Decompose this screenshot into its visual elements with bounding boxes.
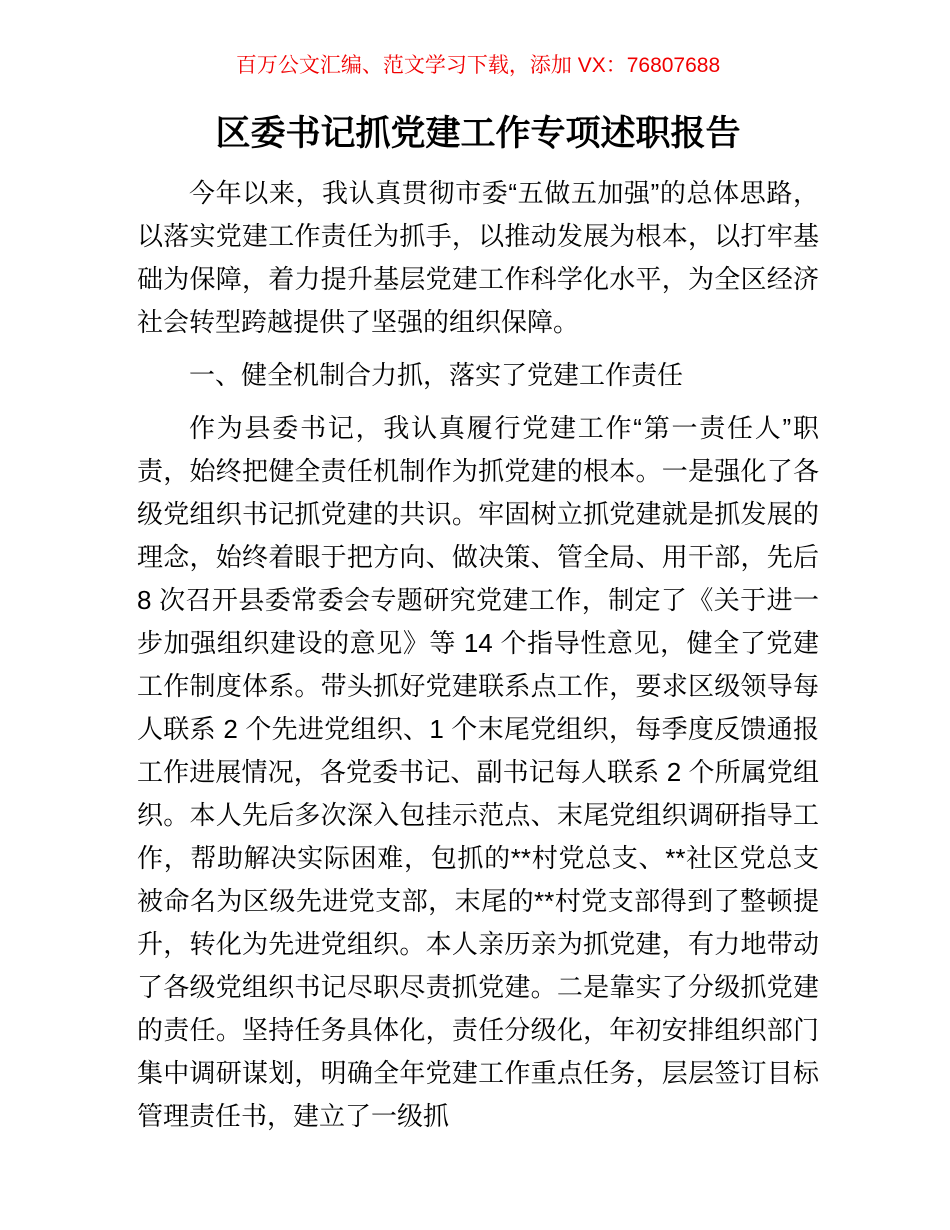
document-title: 区委书记抓党建工作专项述职报告 bbox=[215, 114, 741, 153]
paragraph-section-1-body: 作为县委书记，我认真履行党建工作“第一责任人”职责，始终把健全责任机制作为抓党建的根本。一是强化了各级党组织书记抓党建的共识。牢固树立抓党建就是抓发展的理念，始终着眼于把方向、做决策、管全局、用干部，先后 8 次召开县委常委会专题研究党建工作，制定了《关于进一步加强组织建设的意见》等 14 个指导性意见，健全了党建工作制度体系。带头抓好党建联系点工作，要求区级领导每人联系 2 个先进党组织、1 个末尾党组织，每季度反馈通报工作进展情况，各党委书记、副书记每人联系 2 个所属党组织。本人先后多次深入包挂示范点、末尾党组织调研指导工作，帮助解决实际困难，包抓的**村党总支、**社区党总支被命名为区级先进党支部，末尾的**村党支部得到了整顿提升，转化为先进党组织。本人亲历亲为抓党建，有力地带动了各级党组织书记尽职尽责抓党建。二是靠实了分级抓党建的责任。坚持任务具体化，责任分级化，年初安排组织部门集中调研谋划，明确全年党建工作重点任务，层层签订目标管理责任书，建立了一级抓 bbox=[137, 413, 819, 1131]
paragraph-intro: 今年以来，我认真贯彻市委“五做五加强”的总体思路，以落实党建工作责任为抓手，以推动发展为根本，以打牢基础为保障，着力提升基层党建工作科学化水平，为全区经济社会转型跨越提供了坚强的组织保障。 bbox=[137, 178, 819, 337]
promo-header-text: 百万公文汇编、范文学习下载，添加 VX：76807688 bbox=[235, 54, 721, 77]
section-heading-1: 一、健全机制合力抓，落实了党建工作责任 bbox=[189, 360, 684, 390]
